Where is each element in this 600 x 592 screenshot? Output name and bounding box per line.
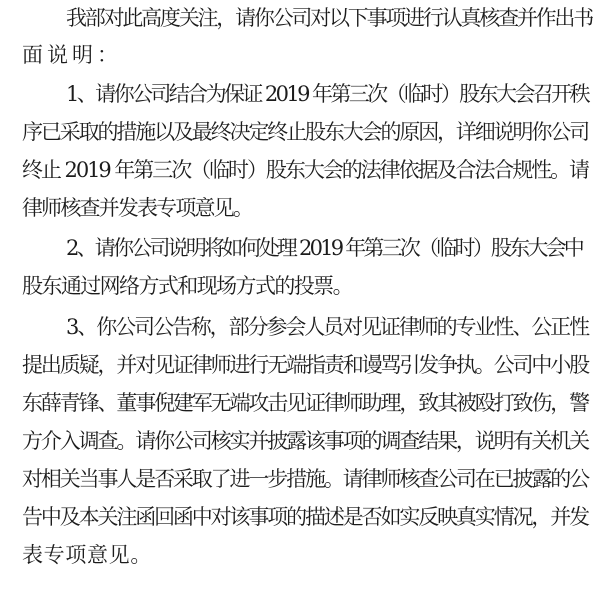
text-line-13: 对相关当事人是否采取了进一步措施。请律师核查公司在已披露的公 [22,467,588,491]
text-line-4: 序已采取的措施以及最终决定终止股东大会的原因，详细说明你公司 [22,120,588,144]
text-line-9: 3、你公司公告称，部分参会人员对见证律师的专业性、公正性 [66,315,588,339]
text-line-12: 方介入调查。请你公司核实并披露该事项的调查结果，说明有关机关 [22,429,588,453]
text-line-1: 我部对此高度关注，请你公司对以下事项进行认真核查并作出书 [66,6,592,30]
text-line-7: 2、请你公司说明将如何处理 2019 年第三次（临时）股东大会中 [66,236,582,260]
text-line-3: 1、请你公司结合为保证 2019 年第三次（临时）股东大会召开秩 [66,82,588,106]
text-line-14: 告中及本关注函回函中对该事项的描述是否如实反映真实情况，并发 [22,505,588,529]
text-line-5: 终止 2019 年第三次（临时）股东大会的法律依据及合法合规性。请 [22,158,588,182]
text-line-10: 提出质疑，并对见证律师进行无端指责和谩骂引发争执。公司中小股 [22,353,588,377]
text-line-6: 律师核查并发表专项意见。 [22,196,252,220]
text-line-11: 东薛青锋、董事倪建军无端攻击见证律师助理，致其被殴打致伤，警 [22,391,588,415]
text-line-15: 表专项意见。 [22,543,152,567]
text-line-2: 面说明： [22,43,122,67]
text-line-8: 股东通过网络方式和现场方式的投票。 [22,274,352,298]
